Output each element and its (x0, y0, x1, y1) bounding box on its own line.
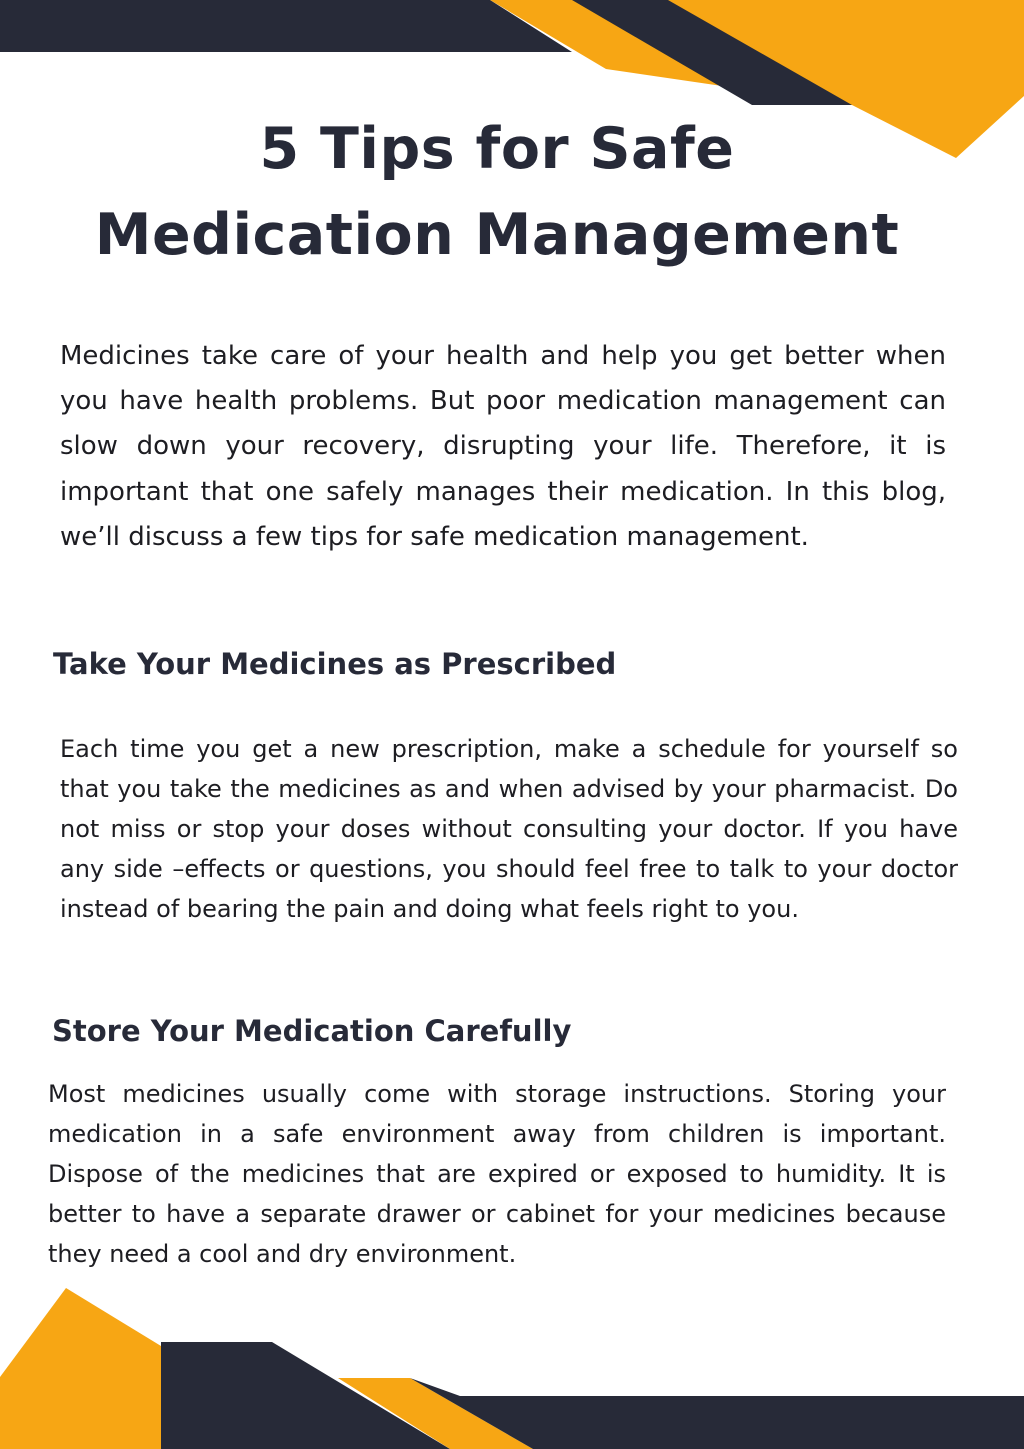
intro-paragraph: Medicines take care of your health and help you get better when you have health problems. But poor medication management can slow down your recovery, disrupting your life. Therefore, it is important that one safely manages their medication. In this blog, we’ll discuss a few tips for safe medication management. (60, 341, 946, 552)
section-heading-prescribed: Take Your Medicines as Prescribed (53, 647, 617, 681)
page-title (0, 106, 994, 278)
page-title-line-2: Medication Management (94, 202, 900, 268)
top-navy-bar (0, 0, 572, 52)
section-body-storage: Most medicines usually come with storage instructions. Storing your medication in a safe environment away from children is important. Dispose of the medicines that are expired or exposed to humidity. It is better to have a separate drawer or cabinet for your medicines because they need a cool and dry environment. (48, 1080, 946, 1268)
section-heading-storage: Store Your Medication Carefully (52, 1014, 572, 1048)
section-body-prescribed: Each time you get a new prescription, make a schedule for yourself so that you take the medicines as and when advised by your pharmacist. Do not miss or stop your doses without consulting your doctor. If you have any side –effects or questions, you should feel free to talk to your doctor instead of bearing the pain and doing what feels right to you. (60, 735, 958, 923)
page-title-line-1: 5 Tips for Safe (259, 116, 735, 182)
